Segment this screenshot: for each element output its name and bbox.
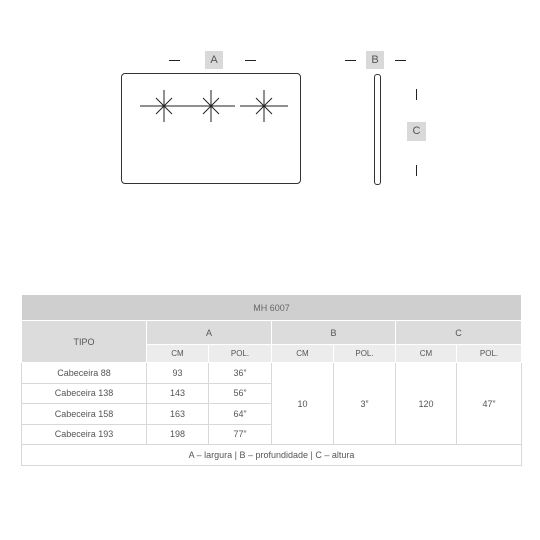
dimension-c-bottom-tick bbox=[416, 165, 417, 176]
width-cm: 143 bbox=[147, 383, 209, 404]
tuft-star-icon bbox=[164, 106, 165, 107]
unit-header: CM bbox=[147, 345, 209, 363]
unit-header: CM bbox=[396, 345, 457, 363]
dimension-b-left-tick bbox=[345, 60, 356, 61]
width-pol: 64” bbox=[209, 404, 272, 425]
dimension-a-right-tick bbox=[245, 60, 256, 61]
group-header-a: A bbox=[147, 321, 272, 345]
depth-pol: 3” bbox=[334, 363, 396, 445]
group-header-b: B bbox=[272, 321, 396, 345]
dimensions-table bbox=[21, 294, 522, 466]
headboard-side-view bbox=[374, 74, 381, 185]
dimension-b-label: B bbox=[366, 51, 384, 69]
height-pol: 47” bbox=[457, 363, 522, 445]
model-name: Cabeceira 158 bbox=[22, 404, 147, 425]
group-header-c: C bbox=[396, 321, 522, 345]
unit-header: POL. bbox=[209, 345, 272, 363]
table-legend: A – largura | B – profundidade | C – altura bbox=[22, 445, 522, 466]
width-cm: 93 bbox=[147, 363, 209, 384]
unit-header: CM bbox=[272, 345, 334, 363]
width-cm: 198 bbox=[147, 424, 209, 445]
unit-header: POL. bbox=[457, 345, 522, 363]
width-cm: 163 bbox=[147, 404, 209, 425]
dimension-a-label: A bbox=[205, 51, 223, 69]
headboard-front-view bbox=[121, 73, 301, 184]
depth-cm: 10 bbox=[272, 363, 334, 445]
model-name: Cabeceira 138 bbox=[22, 383, 147, 404]
model-name: Cabeceira 193 bbox=[22, 424, 147, 445]
dimension-c-top-tick bbox=[416, 89, 417, 100]
dimension-a-left-tick bbox=[169, 60, 180, 61]
table-row bbox=[22, 363, 522, 384]
table-title: MH 6007 bbox=[22, 295, 522, 321]
model-name: Cabeceira 88 bbox=[22, 363, 147, 384]
unit-header: POL. bbox=[334, 345, 396, 363]
dimension-c-label: C bbox=[407, 122, 426, 141]
height-cm: 120 bbox=[396, 363, 457, 445]
width-pol: 56” bbox=[209, 383, 272, 404]
width-pol: 77” bbox=[209, 424, 272, 445]
dimension-b-right-tick bbox=[395, 60, 406, 61]
type-header: TIPO bbox=[22, 321, 147, 363]
width-pol: 36” bbox=[209, 363, 272, 384]
tuft-star-icon bbox=[264, 106, 265, 107]
tuft-star-icon bbox=[211, 106, 212, 107]
